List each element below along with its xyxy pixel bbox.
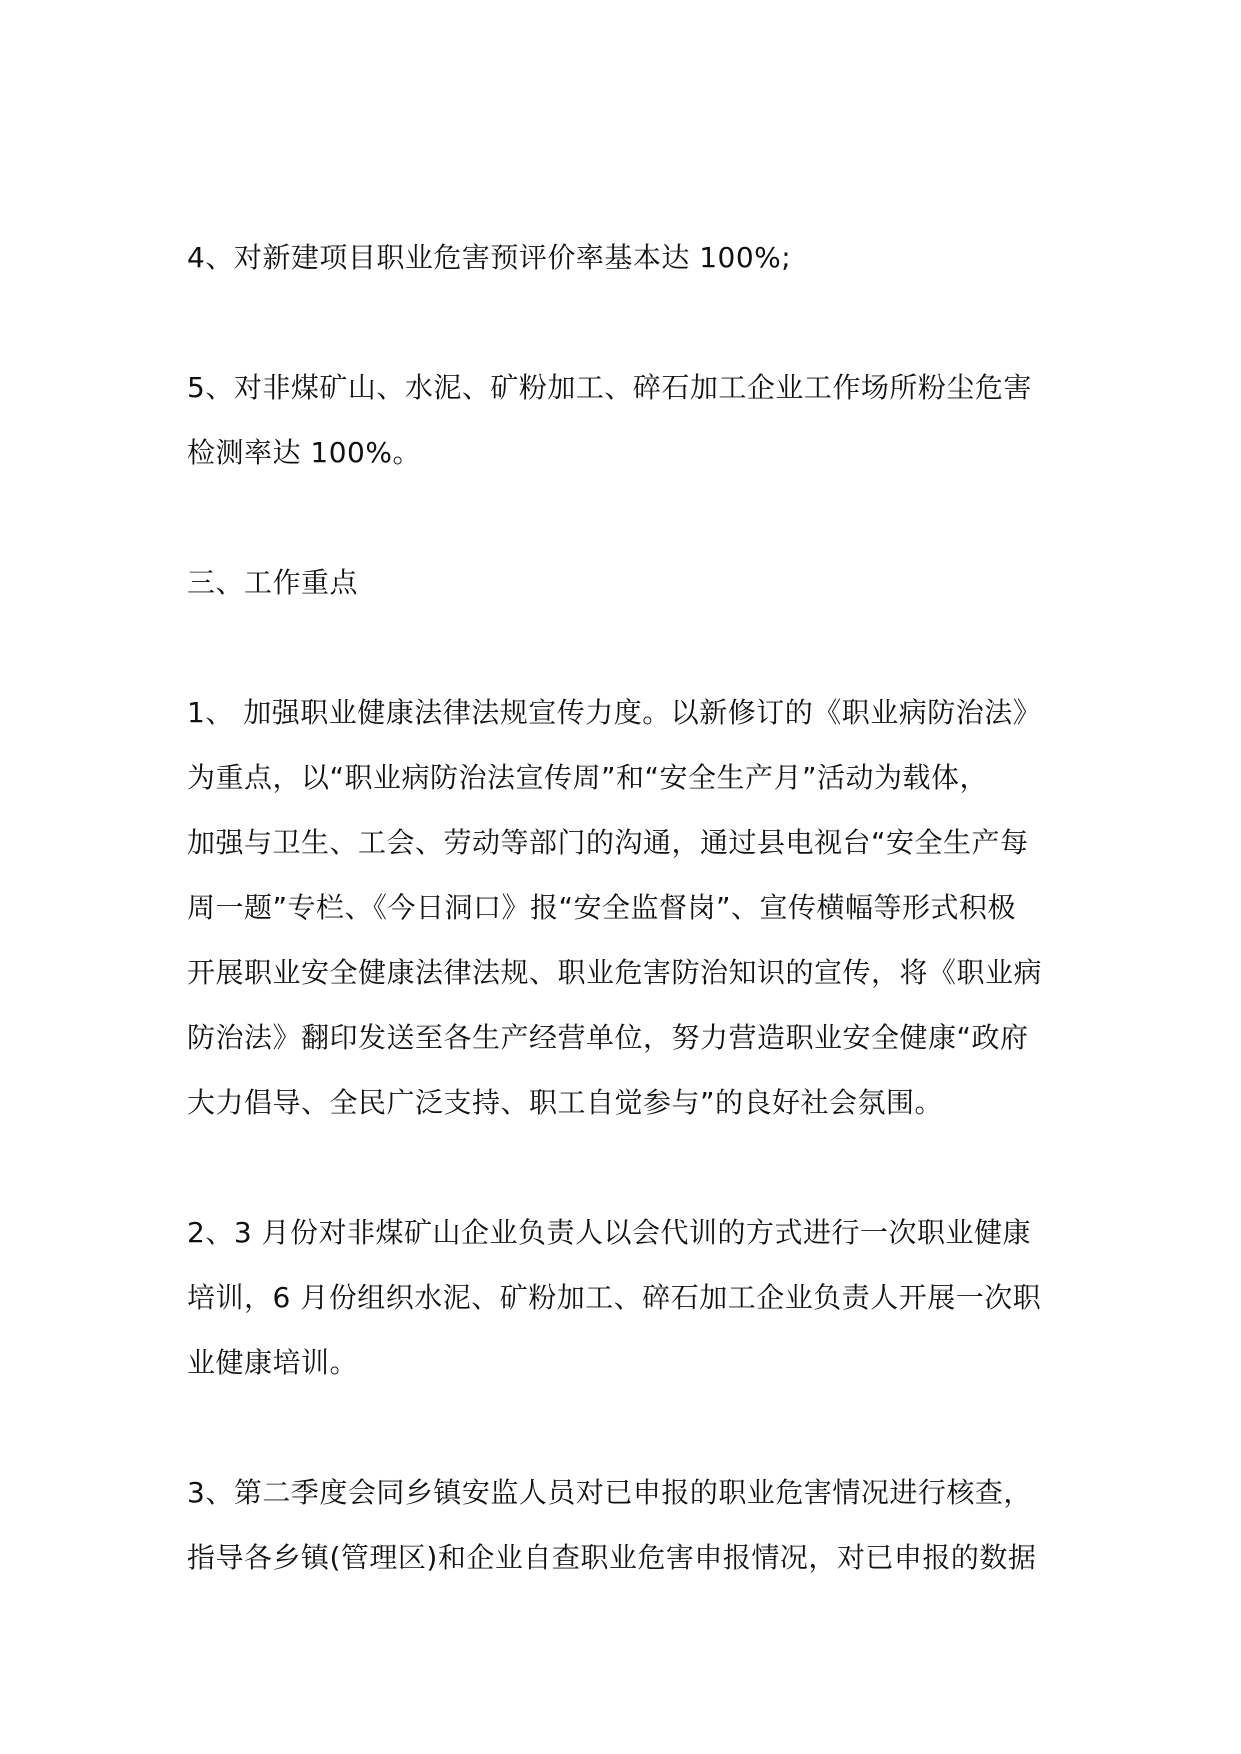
paragraph-gap <box>187 1395 1077 1460</box>
paragraph-gap <box>187 290 1077 355</box>
text-line: 2、3 月份对非煤矿山企业负责人以会代训的方式进行一次职业健康 <box>187 1216 1032 1249</box>
paragraph-point-2 <box>187 1200 1077 1395</box>
text-line: 为重点，以“职业病防治法宣传周”和“安全生产月”活动为载体， <box>187 761 989 794</box>
paragraph-item-4 <box>187 225 1077 290</box>
text-line: 3、第二季度会同乡镇安监人员对已申报的职业危害情况进行核查， <box>187 1476 1032 1509</box>
document-body <box>187 225 1077 1590</box>
section-heading <box>187 550 1077 615</box>
text-line: 防治法》翻印发送至各生产经营单位，努力营造职业安全健康“政府 <box>187 1021 1029 1054</box>
paragraph-point-3 <box>187 1460 1077 1590</box>
text-line: 加强与卫生、工会、劳动等部门的沟通，通过县电视台“安全生产每 <box>187 826 1029 859</box>
text-line: 4、对新建项目职业危害预评价率基本达 100%; <box>187 241 792 274</box>
text-line: 5、对非煤矿山、水泥、矿粉加工、碎石加工企业工作场所粉尘危害 <box>187 371 1032 404</box>
text-line: 开展职业安全健康法律法规、职业危害防治知识的宣传，将《职业病 <box>187 956 1043 989</box>
paragraph-item-5 <box>187 355 1077 485</box>
paragraph-point-1 <box>187 680 1077 1135</box>
paragraph-gap <box>187 1135 1077 1200</box>
paragraph-gap <box>187 615 1077 680</box>
text-line: 周一题”专栏、《今日洞口》报“安全监督岗”、宣传横幅等形式积极 <box>187 891 1017 924</box>
text-line: 培训，6 月份组织水泥、矿粉加工、碎石加工企业负责人开展一次职 <box>187 1281 1042 1314</box>
text-line: 业健康培训。 <box>187 1346 359 1379</box>
text-line: 指导各乡镇(管理区)和企业自查职业危害申报情况，对已申报的数据 <box>187 1541 1037 1574</box>
text-line: 三、工作重点 <box>187 566 359 599</box>
text-line: 大力倡导、全民广泛支持、职工自觉参与”的良好社会氛围。 <box>187 1086 944 1119</box>
text-line: 1、 加强职业健康法律法规宣传力度。以新修订的《职业病防治法》 <box>187 696 1042 729</box>
paragraph-gap <box>187 485 1077 550</box>
text-line: 检测率达 100%。 <box>187 436 421 469</box>
